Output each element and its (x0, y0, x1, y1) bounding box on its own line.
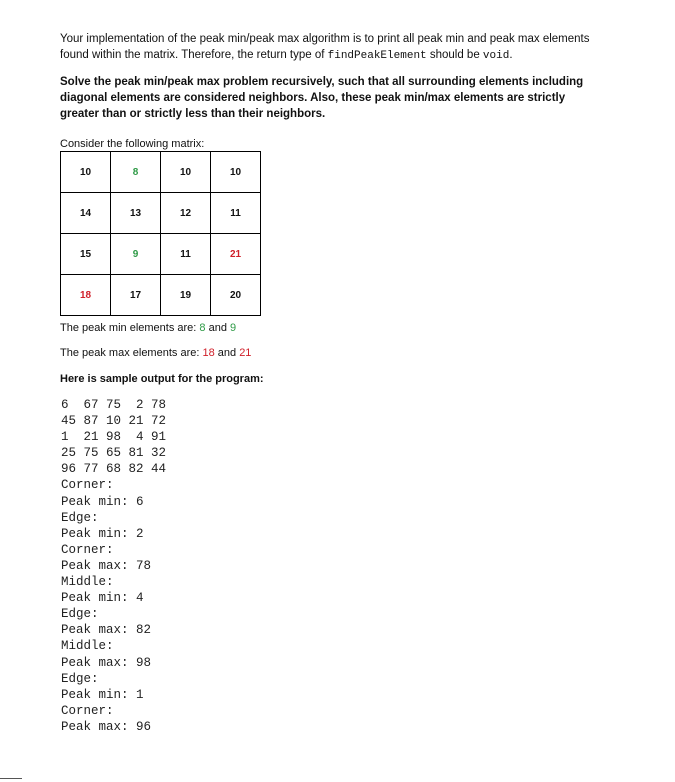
output-line: Peak max: 82 (61, 623, 152, 638)
output-line: Peak min: 6 (61, 494, 144, 509)
output-line: Corner: (61, 478, 114, 493)
consider-label: Consider the following matrix: (60, 138, 205, 150)
matrix-row (61, 275, 261, 316)
output-line: 1 21 98 4 91 (61, 430, 167, 445)
matrix-cell: 12 (161, 193, 211, 234)
matrix-cell: 19 (161, 275, 211, 316)
intro-text-3: . (509, 49, 513, 61)
output-line: Peak min: 4 (61, 591, 144, 606)
matrix-cell: 10 (61, 152, 111, 193)
output-line: Corner: (61, 542, 114, 557)
matrix-cell: 14 (61, 193, 111, 234)
matrix-cell: 9 (111, 234, 161, 275)
output-line: Edge: (61, 607, 99, 622)
matrix-cell: 15 (61, 234, 111, 275)
matrix-cell: 10 (161, 152, 211, 193)
output-line: 6 67 75 2 78 (61, 398, 167, 412)
matrix-row (61, 234, 261, 275)
peak-min-joiner: and (205, 322, 230, 334)
peak-min-prefix: The peak min elements are: (60, 322, 200, 334)
matrix-cell: 8 (111, 152, 161, 193)
intro-code-void: void (482, 50, 510, 62)
intro-text-1: Your implementation of the peak min/peak max algorithm is to print all peak min and peak max elements found within the matrix. Therefore, the return type of (60, 33, 590, 61)
output-line: Corner: (61, 703, 114, 718)
matrix-row (61, 193, 261, 234)
output-line: Peak min: 2 (61, 526, 144, 541)
output-line: Peak max: 78 (61, 558, 152, 573)
output-line: Peak max: 98 (61, 655, 152, 670)
intro-text-2: should be (426, 49, 483, 61)
output-line: Middle: (61, 639, 114, 654)
matrix-cell: 21 (211, 234, 261, 275)
peak-max-joiner: and (214, 347, 240, 359)
output-line: 96 77 68 82 44 (61, 462, 167, 477)
matrix-cell: 11 (211, 193, 261, 234)
intro-code-function: findPeakElement (327, 50, 427, 62)
peak-max-value-a: 18 (202, 347, 215, 359)
peak-min-value-a: 8 (199, 322, 206, 334)
matrix-cell: 11 (161, 234, 211, 275)
peak-min-line (60, 320, 600, 336)
output-line: 25 75 65 81 32 (61, 446, 167, 461)
output-line: Edge: (61, 510, 99, 525)
peak-max-line (60, 345, 600, 361)
output-line: Edge: (61, 671, 99, 686)
matrix-cell: 18 (61, 275, 111, 316)
instruction-paragraph: Solve the peak min/peak max problem recursively, such that all surrounding elements including diagonal elements are considered neighbors. Also, these peak min/max elements are strictly greater than or strictly less than their neighbors. (60, 76, 584, 120)
matrix-cell: 20 (211, 275, 261, 316)
sample-output-block (61, 397, 166, 735)
output-line: Peak min: 1 (61, 687, 144, 702)
matrix-cell: 13 (111, 193, 161, 234)
matrix-cell: 10 (211, 152, 261, 193)
peak-max-value-b: 21 (239, 347, 252, 359)
matrix-table (60, 151, 261, 316)
peak-min-value-b: 9 (230, 322, 237, 334)
intro-paragraph (60, 31, 600, 64)
output-line: Peak max: 96 (61, 719, 152, 734)
peak-max-prefix: The peak max elements are: (60, 347, 203, 359)
sample-output-heading: Here is sample output for the program: (60, 373, 264, 385)
output-line: 45 87 10 21 72 (61, 414, 167, 429)
output-line: Middle: (61, 575, 114, 590)
page-corner-rule (0, 778, 22, 779)
matrix-cell: 17 (111, 275, 161, 316)
matrix-row (61, 152, 261, 193)
